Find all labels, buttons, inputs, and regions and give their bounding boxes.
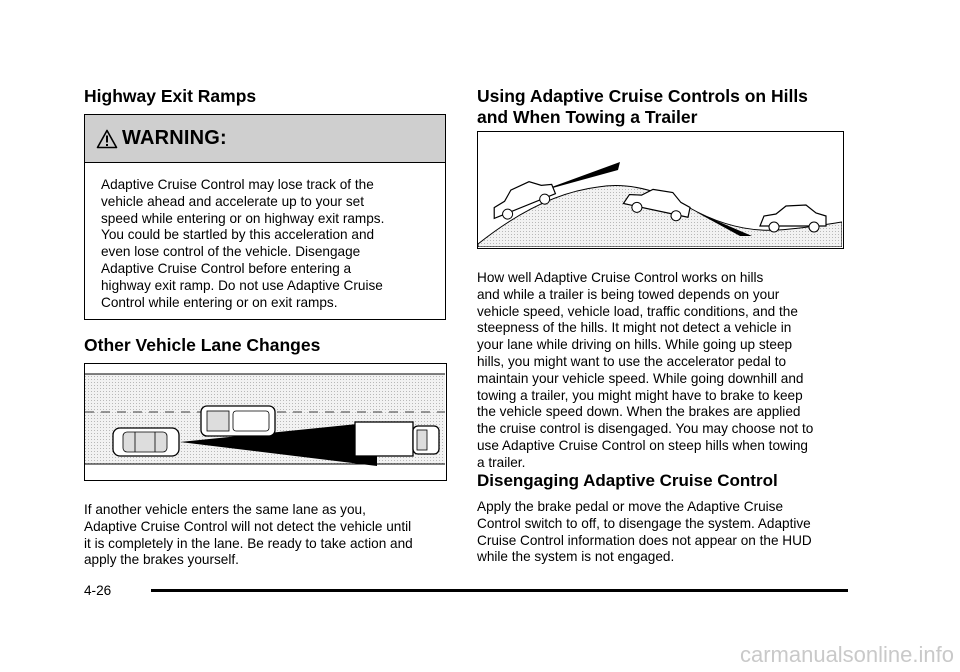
- text-line: the cruise control is disengaged. You may choose not to: [477, 421, 814, 437]
- text-line: a trailer.: [477, 454, 526, 470]
- own-car: [113, 428, 179, 456]
- text-line: vehicle ahead and accelerate up to your set: [101, 193, 364, 209]
- text-line: Control switch to off, to disengage the system. Adaptive: [477, 515, 811, 531]
- text-line: maintain your vehicle speed. While going downhill and: [477, 370, 804, 386]
- text-line: If another vehicle enters the same lane as you,: [84, 502, 366, 517]
- page-number: 4-26: [84, 583, 112, 598]
- warning-text: [85, 163, 445, 311]
- text-line: Apply the brake pedal or move the Adaptive Cruise: [477, 499, 784, 514]
- text-line: You could be startled by this acceleration and: [101, 227, 375, 243]
- lane-change-paragraph: [84, 502, 413, 569]
- footer-rule: [151, 589, 848, 592]
- heading-other-vehicle-lane-changes: Other Vehicle Lane Changes: [84, 335, 321, 355]
- text-line: and while a trailer is being towed depends on your: [477, 286, 780, 302]
- text-line: vehicle speed, vehicle load, traffic conditions, and the: [477, 303, 798, 319]
- warning-header: [85, 115, 445, 163]
- text-line: towing a trailer, you might might have to brake to keep: [477, 387, 803, 403]
- text-line: Adaptive Cruise Control will not detect the vehicle until: [84, 518, 412, 534]
- text-line: it is completely in the lane. Be ready to take action and: [84, 535, 413, 551]
- text-line: Adaptive Cruise Control before entering a: [101, 260, 352, 276]
- text-line: Control while entering or on exit ramps.: [101, 294, 338, 310]
- heading-highway-exit-ramps: Highway Exit Ramps: [84, 86, 257, 106]
- watermark: carmanualsonline.info: [739, 642, 954, 667]
- text-line: steepness of the hills. It might not detect a vehicle in: [477, 320, 792, 336]
- text-line: How well Adaptive Cruise Control works on hills: [477, 270, 764, 285]
- lead-truck: [355, 422, 439, 456]
- text-line: your lane while driving on hills. While going up steep: [477, 337, 793, 353]
- hills-paragraph: [477, 270, 813, 472]
- text-line: use Adaptive Cruise Control on steep hills when towing: [477, 437, 808, 453]
- text-line: hills, you might want to use the accelerator pedal to: [477, 353, 787, 369]
- text-line: even lose control of the vehicle. Disengage: [101, 244, 361, 260]
- warning-triangle-icon: [96, 129, 118, 149]
- heading-hills-towing: [477, 86, 808, 128]
- warning-box: [84, 114, 446, 320]
- hills-illustration: [477, 131, 844, 249]
- lane-change-illustration: [84, 363, 447, 481]
- text-line: while the system is not engaged.: [477, 549, 675, 565]
- warning-title: WARNING:: [122, 127, 227, 149]
- merging-truck: [201, 406, 275, 436]
- text-line: speed while entering or on highway exit ramps.: [101, 210, 385, 226]
- disengaging-paragraph: [477, 499, 812, 566]
- car-lead: [760, 205, 826, 232]
- heading-line: Using Adaptive Cruise Controls on Hills: [477, 86, 808, 106]
- text-line: apply the brakes yourself.: [84, 552, 239, 568]
- text-line: the vehicle speed down. When the brakes are applied: [477, 404, 801, 420]
- text-line: highway exit ramp. Do not use Adaptive Cruise: [101, 277, 383, 293]
- heading-disengaging: Disengaging Adaptive Cruise Control: [477, 471, 778, 490]
- text-line: Adaptive Cruise Control may lose track of the: [101, 177, 374, 192]
- text-line: Cruise Control information does not appear on the HUD: [477, 532, 812, 548]
- heading-line: and When Towing a Trailer: [477, 107, 698, 127]
